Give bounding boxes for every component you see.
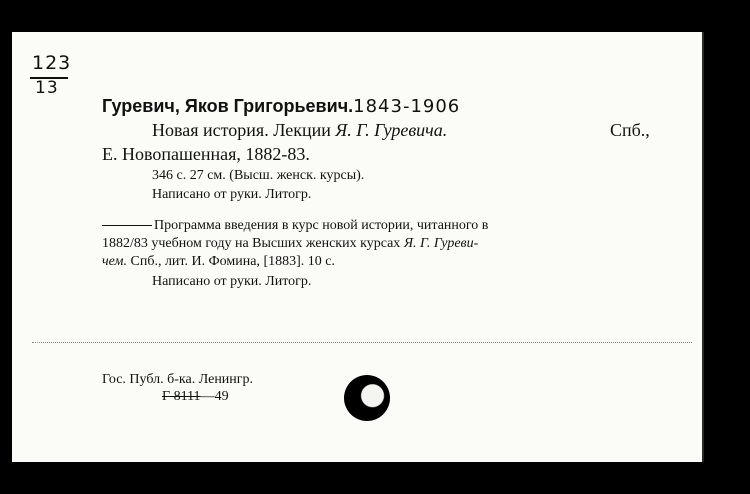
- author-heading: [102, 96, 460, 117]
- catalog-card: [12, 32, 702, 462]
- shelf-mark: Г 8111—49: [162, 389, 229, 404]
- shelf-mark-new: 49: [214, 389, 229, 404]
- call-number-bottom: 13: [35, 78, 59, 98]
- card-edge: [702, 32, 704, 462]
- entry2-note: Написано от руки. Литогр.: [152, 274, 312, 289]
- entry2-line3-author: чем.: [102, 254, 127, 269]
- entry-dash: [102, 225, 152, 226]
- entry2-line2-text: 1882/83 учебном году на Высших женских курсах: [102, 236, 401, 251]
- entry1-publisher: Е. Новопашенная, 1882-83.: [102, 144, 310, 164]
- entry1-note: Написано от руки. Литогр.: [152, 187, 312, 202]
- author-dates: 1843-1906: [353, 96, 461, 117]
- entry2-line2: [102, 236, 478, 252]
- entry2-line1: [102, 218, 488, 234]
- call-number-top: 123: [32, 52, 72, 74]
- card-hole: [344, 375, 390, 421]
- author-name: Гуревич, Яков Григорьевич.: [102, 96, 354, 116]
- entry1-title-text: Новая история. Лекции: [152, 120, 331, 140]
- library-name: Гос. Публ. б-ка. Ленингр.: [102, 372, 254, 387]
- entry2-line2-author: Я. Г. Гуреви-: [403, 236, 479, 251]
- entry2-line3: [102, 254, 335, 270]
- entry1-title-author: Я. Г. Гуревича.: [335, 120, 448, 140]
- entry1-title: [152, 120, 447, 141]
- entry2-line1-text: Программа введения в курс новой истории, читанного в: [154, 218, 489, 233]
- shelf-mark-old: Г 8111: [162, 389, 201, 404]
- entry2-line3-text: Спб., лит. И. Фомина, [1883]. 10 с.: [126, 254, 335, 269]
- entry1-place: Спб.,: [610, 120, 650, 140]
- card-rule: [32, 342, 692, 343]
- entry1-physical: 346 с. 27 см. (Высш. женск. курсы).: [152, 168, 365, 183]
